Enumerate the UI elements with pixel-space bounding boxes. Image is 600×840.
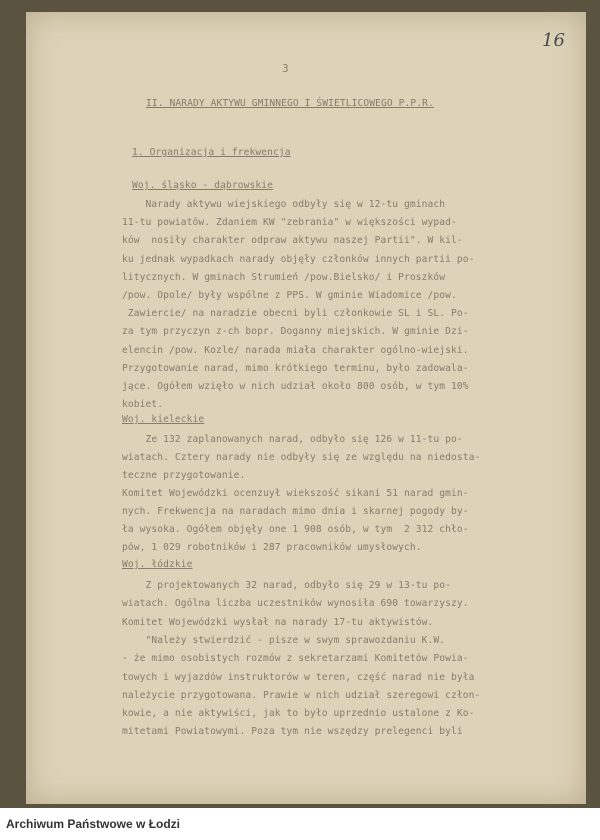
text-line: za tym przyczyn z-ch bopr. Doganny miejskich. W gminie Dzi- bbox=[122, 326, 469, 338]
text-line: pów, 1 029 robotników i 287 pracowników umysłowych. bbox=[122, 542, 422, 553]
text-line: mitetami Powiatowymi. Poza tym nie wszędzy prelegenci byli bbox=[122, 726, 463, 738]
text-line: kowie, a nie aktywiści, jak to było uprzednio ustalone z Ko- bbox=[122, 708, 475, 720]
text-line: 11-tu powiatów. Zdaniem KW "zebrania" w większości wypad- bbox=[122, 217, 457, 229]
text-line: Ze 132 zaplanowanych narad, odbyło się 126 w 11-tu po- bbox=[122, 434, 463, 445]
document-title: II. NARADY AKTYWU GMINNEGO I ŚWIETLICOWEGO P.P.R. bbox=[146, 98, 434, 109]
region-heading-lodz: Woj. łódzkie bbox=[122, 559, 193, 570]
text-line: Narady aktywu wiejskiego odbyły się w 12-tu gminach bbox=[122, 199, 446, 210]
text-line: jące. Ogółem wzięło w nich udział około 800 osób, w tym 10% bbox=[122, 381, 469, 392]
region-heading-slask: Woj. śląsko - dąbrowskie bbox=[132, 180, 274, 191]
text-line: "Należy stwierdzić - pisze w swym sprawozdaniu K.W. bbox=[122, 634, 446, 646]
text-line: ku jednak wypadkach narady objęły członków innych partii po- bbox=[122, 253, 475, 265]
text-line: teczne przygotowanie. bbox=[122, 470, 246, 481]
text-line: Komitet Wojewódzki wysłał na narady 17-tu aktywistów. bbox=[122, 616, 434, 628]
text-line: Komitet Wojewódzki ocenzuył wiekszość sikani 51 narad gmin- bbox=[122, 488, 469, 499]
text-line: towych i wyjazdów instruktorów w teren, część narad nie była bbox=[122, 671, 475, 683]
text-line: ła wysoka. Ogółem objęły one 1 908 osób, w tym 2 312 chło- bbox=[122, 524, 469, 535]
page-mark: 3 bbox=[282, 62, 289, 75]
text-line: - że mimo osobistych rozmów z sekretarzami Komitetów Powia- bbox=[122, 653, 469, 665]
section-heading: 1. Organizacja i frekwencja bbox=[132, 147, 291, 158]
text-line: ków nosiły charakter odpraw aktywu naszej Partii". W kil- bbox=[122, 235, 463, 247]
archive-name: Archiwum Państwowe w Łodzi bbox=[6, 817, 181, 831]
text-line: wiatach. Cztery narady nie odbyły się ze względu na niedosta- bbox=[122, 452, 481, 463]
handwritten-page-number: 16 bbox=[542, 30, 565, 51]
text-line: litycznych. W gminach Strumień /pow.Bielsko/ i Proszków bbox=[122, 271, 446, 283]
text-line: kobiet. bbox=[122, 399, 164, 411]
text-line: należycie przygotowana. Prawie w nich udział szeregowi człon- bbox=[122, 689, 481, 701]
text-line: Zawiercie/ na naradzie obecni byli członkowie SL i SL. Po- bbox=[122, 308, 469, 320]
archive-footer bbox=[0, 808, 600, 840]
text-line: Z projektowanych 32 narad, odbyło się 29 w 13-tu po- bbox=[122, 580, 452, 591]
text-line: nych. Frekwencja na naradach mimo dnia i skarnej pogody by- bbox=[122, 506, 469, 517]
text-line: wiatach. Ogólna liczba uczestników wynosiła 690 towarzyszy. bbox=[122, 598, 469, 610]
text-line: /pow. Opole/ były wspólne z PPS. W gminie Wiadomice /pow. bbox=[122, 290, 457, 301]
region-heading-kielce: Woj. kieleckie bbox=[122, 414, 205, 425]
text-line: Przygotowanie narad, mimo krótkiego terminu, było zadowala- bbox=[122, 362, 469, 374]
text-line: elencin /pow. Kozle/ narada miała charakter ogólno-wiejski. bbox=[122, 344, 469, 356]
